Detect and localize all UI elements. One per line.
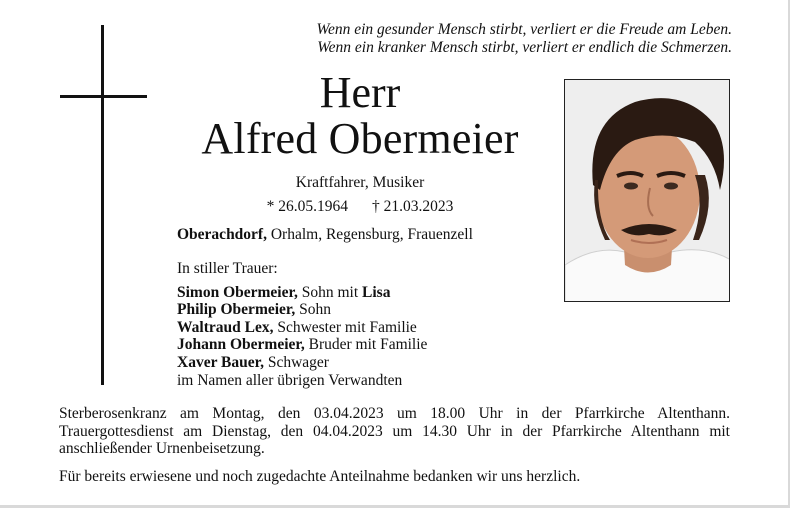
life-dates [150,198,570,216]
cross-icon [101,25,104,385]
mourner-name: Xaver Bauer, [177,353,264,371]
mourner-relation: Sohn mit [297,283,363,301]
mourner-relation: Sohn [295,301,331,319]
mourner-row [177,301,427,319]
service-info: Sterberosenkranz am Montag, den 03.04.2023 um 18.00 Uhr in der Pfarrkirche Altenthann. Trauergottesdienst am Dienstag, den 04.04.2023 um 14.30 Uhr in der Pfarrkirche Altenthann mit anschließender Urnenbeisetzung. [59,405,730,458]
location-primary: Oberachdorf, [177,226,267,243]
mourner-row [177,354,427,372]
motto-line-2: Wenn ein kranker Mensch stirbt, verliert er endlich die Schmerzen. [317,39,732,56]
mourner-row [177,336,427,354]
mourner-name: Waltraud Lex, [177,318,274,336]
mourners-closing: im Namen aller übrigen Verwandten [177,371,403,389]
mourner-name: Johann Obermeier, [177,336,305,354]
name-block [150,70,570,216]
thanks-note: Für bereits erwiesene und noch zugedachte Anteilnahme bedanken wir uns herzlich. [59,467,581,485]
mourner-relation: Bruder mit Familie [304,336,428,354]
motto-quote [212,21,732,57]
mourners-list [177,260,427,389]
birth-date: * 26.05.1964 [266,198,348,215]
mourner-row [177,284,427,302]
mourner-relation: Schwager [263,353,329,371]
salutation: Herr [319,68,401,117]
mourner-name: Philip Obermeier, [177,301,296,319]
portrait-photo [564,79,730,302]
mourners-intro: In stiller Trauer: [177,260,278,277]
footer-text [59,405,730,485]
mourner-name: Simon Obermeier, [177,283,298,301]
cross-icon-bar [60,95,147,98]
motto-line-1: Wenn ein gesunder Mensch stirbt, verliert er die Freude am Leben. [316,21,732,38]
profession: Kraftfahrer, Musiker [295,174,425,191]
location-others: Orhalm, Regensburg, Frauenzell [266,226,473,243]
mourner-relation: Schwester mit Familie [273,318,417,336]
portrait-image [565,80,730,302]
locations [177,226,473,244]
deceased-name: Alfred Obermeier [201,114,519,163]
mourner-row [177,319,427,337]
death-date: † 21.03.2023 [372,198,454,215]
mourner-extra: Lisa [362,283,391,301]
